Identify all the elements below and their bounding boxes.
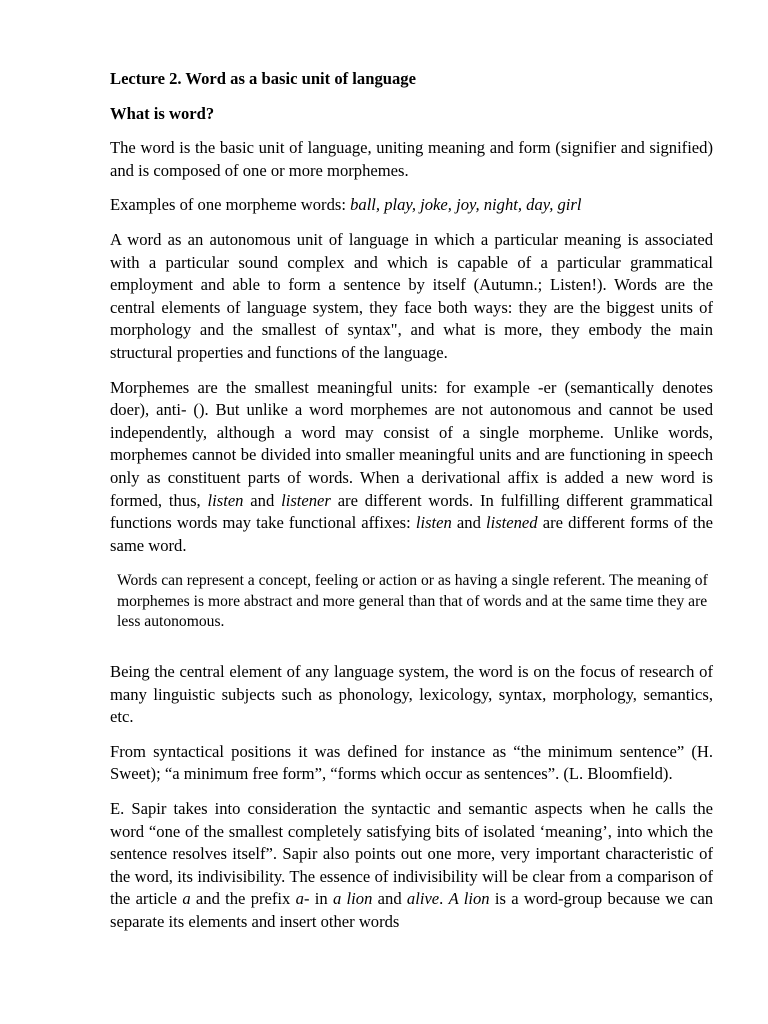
document-page: [110, 68, 713, 946]
examples-list: ball, play, joke, joy, night, day, girl: [350, 195, 582, 215]
lecture-title: Lecture 2. Word as a basic unit of language: [110, 69, 416, 88]
section-heading: What is word?: [110, 103, 215, 123]
paragraph-autonomous-unit: A word as an autonomous unit of language in which a particular meaning is associated with a particular sound complex and which is capable of a particular grammatical employment and able to form a sentence by itself (Autumn.; Listen!). Words are the central elements of language system, they face both ways: they are the biggest units of morphology and the smallest of syntax", and what is more, they embody the main structural properties and functions of the language.: [110, 229, 713, 362]
paragraph-syntactical: From syntactical positions it was defined for instance as “the minimum sentence” (H. Sweet); “a minimum free form”, “forms which occur as sentences”. (L. Bloomfield).: [110, 741, 713, 784]
paragraph-examples: [110, 194, 713, 217]
note-block: Words can represent a concept, feeling or action or as having a single referent. The meaning of morphemes is more abstract and more general than that of words and at the same time they are less autonomous.: [117, 572, 708, 631]
examples-label: Examples of one morpheme words:: [110, 195, 351, 215]
paragraph-morphemes: Morphemes are the smallest meaningful units: for example -er (semantically denotes doer), anti- (). But unlike a word morphemes are not autonomous and cannot be used independently, although a word may consist of a single morpheme. Unlike words, morphemes cannot be divided into smaller meaningful units and are functioning in speech only as constituent parts of words. When a derivational affix is added a new word is formed, thus, listen and listener are different words. In fulfilling different grammatical functions words may take functional affixes: listen and listened are different forms of the same word.: [110, 377, 713, 555]
paragraph-central-element: Being the central element of any language system, the word is on the focus of research of many linguistic subjects such as phonology, lexicology, syntax, morphology, semantics, etc.: [110, 662, 713, 727]
paragraph-sapir: E. Sapir takes into consideration the syntactic and semantic aspects when he calls the word “one of the smallest completely satisfying bits of isolated ‘meaning’, into which the sentence resolves itself”. Sapir also points out one more, very important characteristic of the word, its indivisibility. The essence of indivisibility will be clear from a comparison of the article a and the prefix a- in a lion and alive. A lion is a word-group because we can separate its elements and insert other words: [110, 799, 713, 931]
paragraph-definition: The word is the basic unit of language, uniting meaning and form (signifier and signified) and is composed of one or more morphemes.: [110, 138, 713, 180]
